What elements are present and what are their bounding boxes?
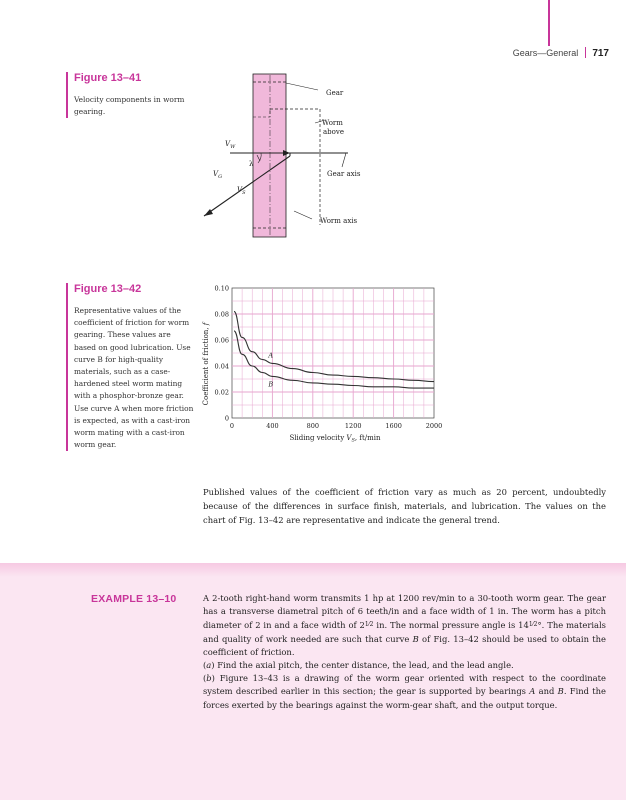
worm-gear-velocity-diagram: [190, 65, 400, 245]
y-tick-label: 0: [224, 414, 229, 423]
chart-grid: [232, 288, 434, 418]
series-curve-A: [234, 311, 434, 381]
gear-axis-label: Gear axis: [327, 170, 361, 178]
x-tick-label: 0: [229, 422, 235, 430]
chart-ticks: [215, 284, 443, 430]
vw-arrowhead: [283, 150, 290, 156]
x-tick-label: 1200: [344, 422, 362, 430]
section-title: Gears—General: [512, 48, 579, 58]
worm-above-label-2: above: [323, 128, 344, 136]
example-part-b: (b) Figure 13–43 is a drawing of the worm gear oriented with respect to the coordinate system described earlier in this section; the gear is supported by bearings A and B. Find the forces exerted by the bearings against the worm-gear shaft, and the output torque.: [203, 673, 606, 710]
y-tick-label: 0.06: [214, 336, 229, 345]
gear-body: [253, 74, 286, 237]
x-tick-label: 2000: [425, 422, 443, 430]
y-tick-label: 0.02: [214, 388, 229, 397]
example-part-a: (a) Find the axial pitch, the center distance, the lead, and the lead angle.: [203, 660, 514, 671]
y-axis-label: Coefficient of friction, f: [202, 322, 210, 406]
example-label: EXAMPLE 13–10: [91, 593, 177, 605]
figure-caption: Velocity components in worm gearing.: [74, 95, 185, 117]
x-axis-label: Sliding velocity $V_S$, ft/min: [289, 434, 381, 444]
top-accent-rule: [548, 0, 550, 46]
vs-label: $V_S$: [237, 186, 246, 196]
gear-label: Gear: [326, 89, 344, 97]
vw-label: $V_W$: [225, 140, 236, 150]
worm-axis-leader: [294, 211, 312, 219]
page-number: 717: [592, 48, 609, 59]
x-tick-label: 800: [306, 422, 320, 430]
example-text: [203, 592, 606, 712]
y-tick-label: 0.08: [214, 310, 229, 319]
lambda-label: λ: [249, 160, 254, 168]
chart-series: [234, 311, 434, 388]
y-tick-label: 0.10: [214, 284, 229, 293]
worm-axis-label: Worm axis: [320, 217, 358, 225]
vg-label: $V_G$: [213, 170, 223, 180]
series-label-B: B: [268, 380, 274, 389]
friction-coefficient-chart: [190, 280, 460, 450]
figure-title: Figure 13–42: [74, 283, 142, 295]
body-paragraph: Published values of the coefficient of friction vary as much as 20 percent, undoubtedly because of the differences in surface finish, materials, and lubrication. The values on the chart of Fig. 13–42 are representative and indicate the general trend.: [203, 487, 606, 525]
x-tick-label: 400: [266, 422, 279, 430]
figure-13-41-caption-block: [66, 72, 196, 118]
gear-axis-leader: [342, 153, 346, 167]
header-divider: [585, 47, 586, 58]
example-problem-statement: A 2-tooth right-hand worm transmits 1 hp at 1200 rev/min to a 30-tooth worm gear. The gear has a transverse diametral pitch of 6 teeth/in and a face width of 1 in. The worm has a pitch diameter of 2 in and a face width of 21⁄2 in. The normal pressure angle is 141⁄2°. The materials and quality of work needed are such that curve B of Fig. 13–42 should be used to obtain the coefficient of friction.: [203, 593, 606, 657]
figure-caption: Representative values of the coefficient of friction for worm gearing. These values are based on good lubrication. Use curve B for high-quality materials, such as a case-hardened steel worm mating with a phosphor-bronze gear. Use curve A when more friction is expected, as with a cast-iron worm mating with a cast-iron worm gear.: [74, 306, 194, 450]
figure-title: Figure 13–41: [74, 72, 142, 84]
y-tick-label: 0.04: [214, 362, 229, 371]
gear-leader: [286, 83, 318, 90]
series-label-A: A: [268, 351, 274, 360]
worm-above-label-1: Worm: [322, 119, 343, 127]
example-band-edge: [0, 563, 626, 577]
running-head: [513, 47, 609, 59]
figure-13-42-caption-block: [66, 283, 194, 451]
x-tick-label: 1600: [385, 422, 402, 430]
